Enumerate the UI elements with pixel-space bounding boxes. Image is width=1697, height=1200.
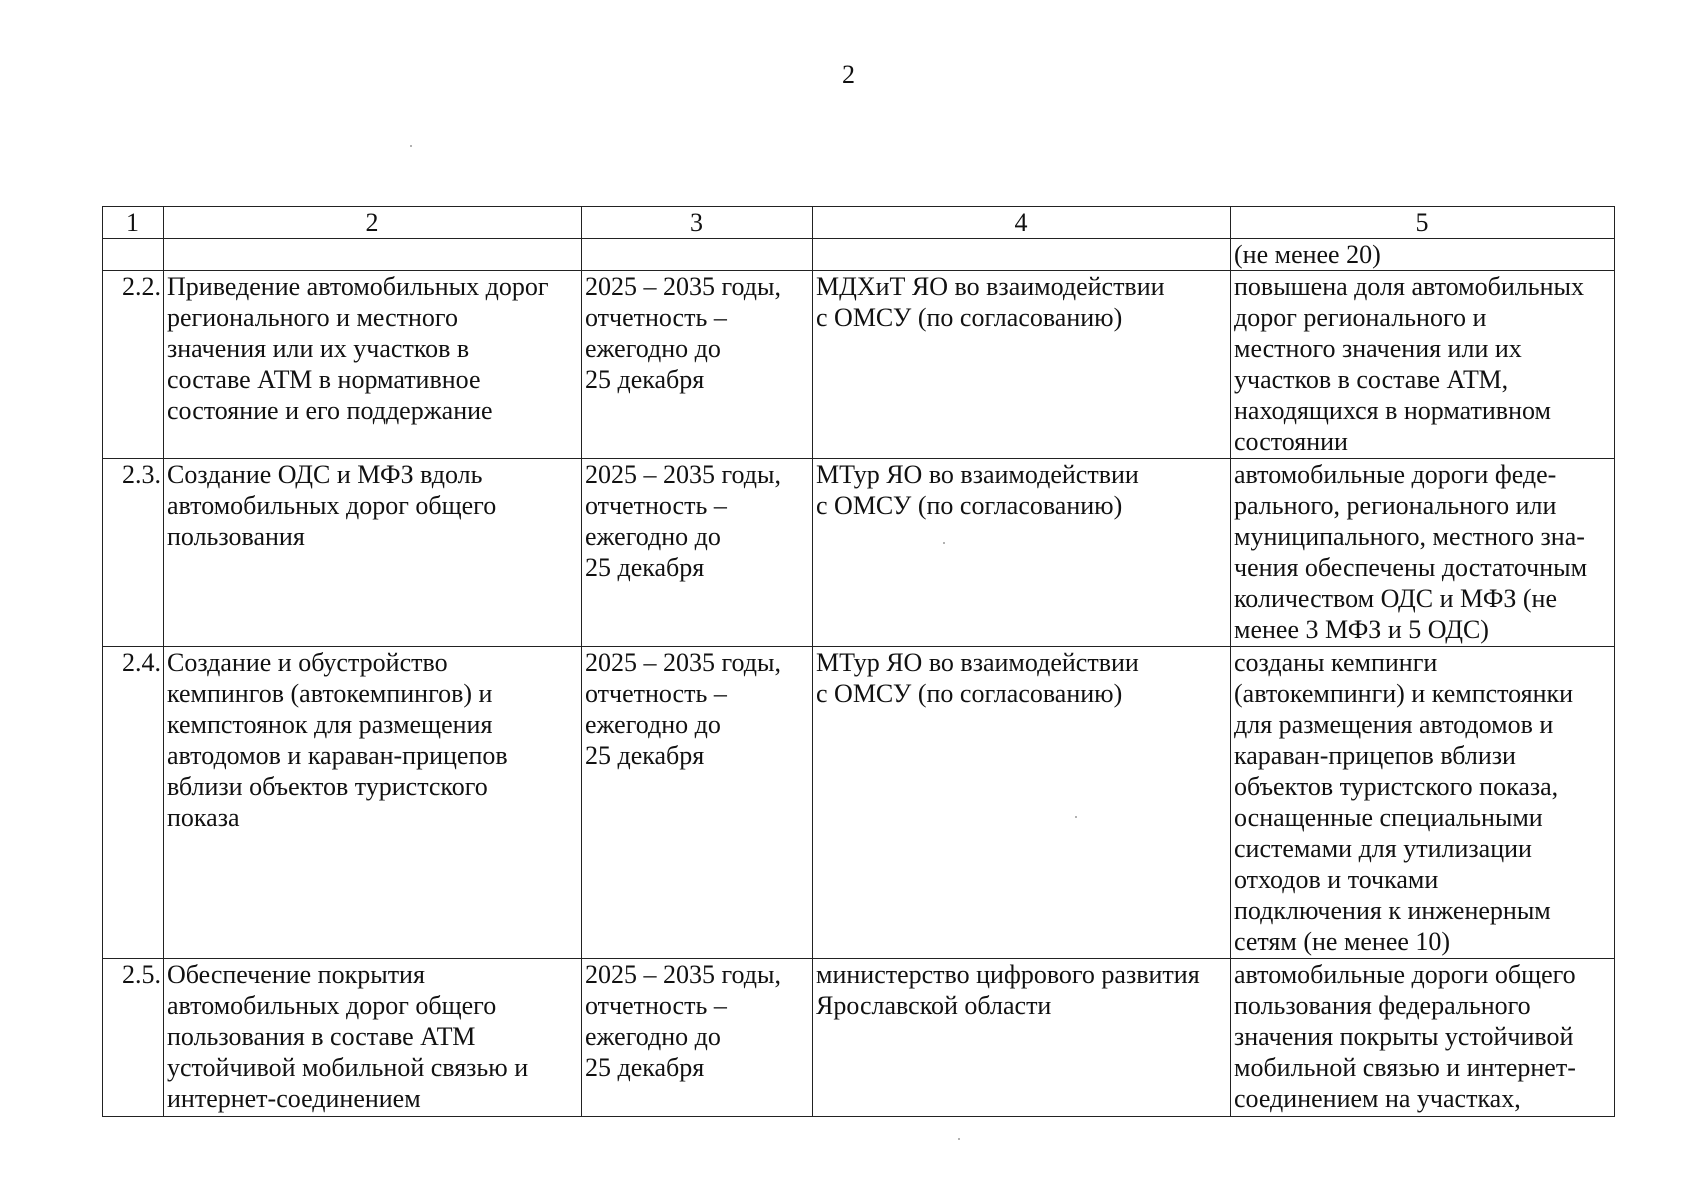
- executor-cell: МДХиТ ЯО во взаимодействии с ОМСУ (по согласованию): [813, 271, 1231, 459]
- table-row: [103, 647, 1615, 959]
- table-row: [103, 959, 1615, 1117]
- row-number-cell: [103, 239, 164, 271]
- page-number: 2: [842, 60, 855, 89]
- result-cell: автомобильные дороги феде- рального, регионального или муниципального, местного зна- чения обеспечены достаточным количеством ОДС и МФЗ (не менее 3 МФЗ и 5 ОДС): [1231, 459, 1615, 647]
- column-number-2: 2: [164, 207, 582, 239]
- measure-cell: [164, 239, 582, 271]
- table-row: [103, 459, 1615, 647]
- measure-cell: Обеспечение покрытия автомобильных дорог общего пользования в составе АТМ устойчивой мобильной связью и интернет-соединением: [164, 959, 582, 1117]
- column-number-3: 3: [582, 207, 813, 239]
- row-number-cell: 2.4.: [103, 647, 164, 959]
- measure-cell: Приведение автомобильных дорог регионального и местного значения или их участков в составе АТМ в нормативное состояние и его поддержание: [164, 271, 582, 459]
- deadline-cell: 2025 – 2035 годы, отчетность – ежегодно до 25 декабря: [582, 459, 813, 647]
- scan-speck: [410, 145, 412, 147]
- executor-cell: [813, 239, 1231, 271]
- result-cell: (не менее 20): [1231, 239, 1615, 271]
- row-number-cell: 2.2.: [103, 271, 164, 459]
- measure-cell: Создание ОДС и МФЗ вдоль автомобильных дорог общего пользования: [164, 459, 582, 647]
- column-number-5: 5: [1231, 207, 1615, 239]
- table-row: [103, 271, 1615, 459]
- table-header-row: [103, 207, 1615, 239]
- column-number-1: 1: [103, 207, 164, 239]
- scan-speck: [1075, 816, 1077, 818]
- executor-cell: МТур ЯО во взаимодействии с ОМСУ (по согласованию): [813, 459, 1231, 647]
- measures-table: [102, 206, 1615, 1117]
- row-number-cell: 2.3.: [103, 459, 164, 647]
- measure-cell: Создание и обустройство кемпингов (автокемпингов) и кемпстоянок для размещения автодомов и караван-прицепов вблизи объектов туристского показа: [164, 647, 582, 959]
- result-cell: повышена доля автомобильных дорог регионального и местного значения или их участков в составе АТМ, находящихся в нормативном состоянии: [1231, 271, 1615, 459]
- scan-speck: [958, 1138, 960, 1140]
- deadline-cell: 2025 – 2035 годы, отчетность – ежегодно до 25 декабря: [582, 959, 813, 1117]
- deadline-cell: [582, 239, 813, 271]
- deadline-cell: 2025 – 2035 годы, отчетность – ежегодно до 25 декабря: [582, 647, 813, 959]
- executor-cell: министерство цифрового развития Ярославской области: [813, 959, 1231, 1117]
- row-number-cell: 2.5.: [103, 959, 164, 1117]
- deadline-cell: 2025 – 2035 годы, отчетность – ежегодно до 25 декабря: [582, 271, 813, 459]
- scan-speck: [943, 542, 945, 544]
- table-row-continuation: [103, 239, 1615, 271]
- column-number-4: 4: [813, 207, 1231, 239]
- result-cell: автомобильные дороги общего пользования федерального значения покрыты устойчивой мобильной связью и интернет- соединением на участках,: [1231, 959, 1615, 1117]
- executor-cell: МТур ЯО во взаимодействии с ОМСУ (по согласованию): [813, 647, 1231, 959]
- result-cell: созданы кемпинги (автокемпинги) и кемпстоянки для размещения автодомов и караван-прицепов вблизи объектов туристского показа, оснащенные специальными системами для утилизации отходов и точками подключения к инженерным сетям (не менее 10): [1231, 647, 1615, 959]
